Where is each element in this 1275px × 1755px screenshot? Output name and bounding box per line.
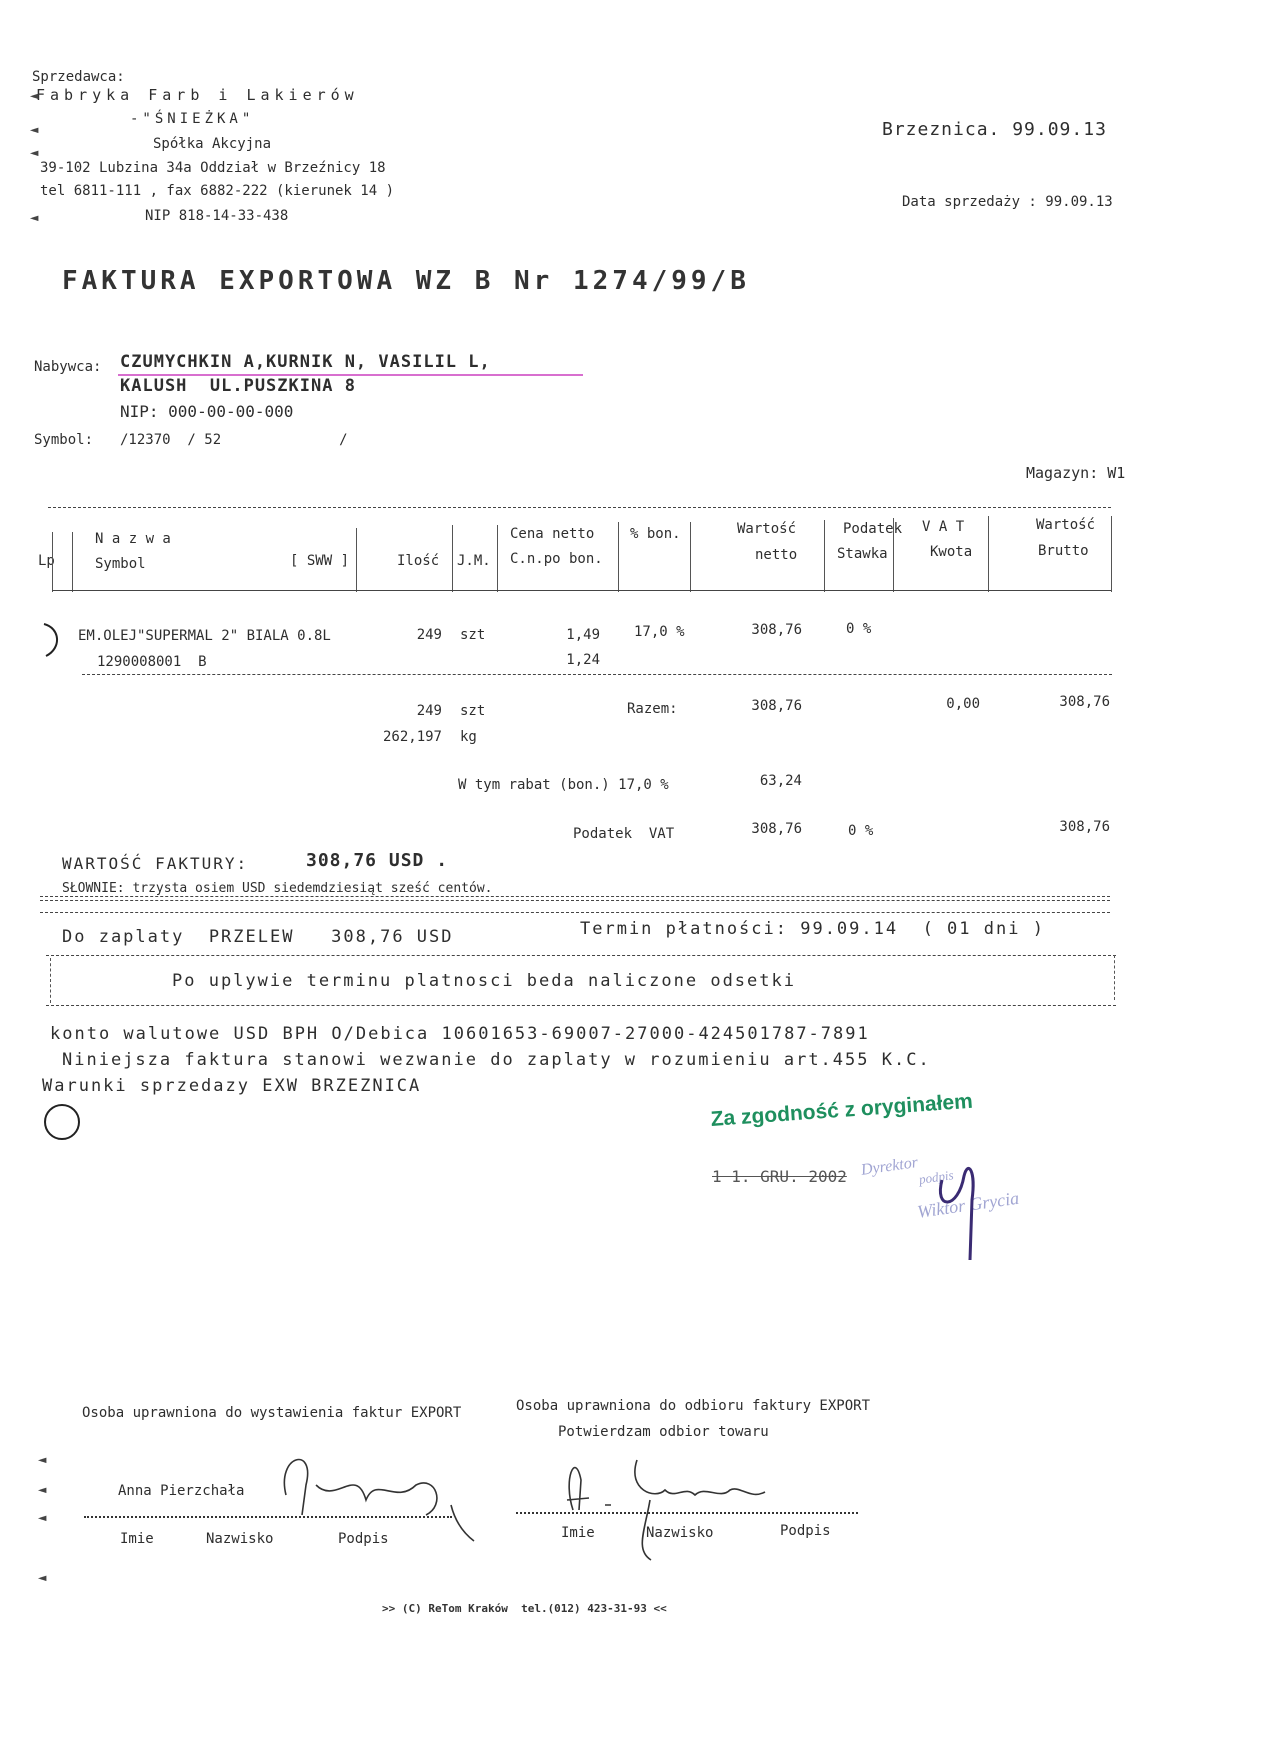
printer-footer: >> (C) ReTom Kraków tel.(012) 423-31-93 << xyxy=(382,1602,667,1615)
receiver-title: Osoba uprawniona do odbioru faktury EXPORT xyxy=(516,1398,871,1414)
total-jm: szt xyxy=(460,703,486,719)
buyer-label: Nabywca: xyxy=(34,359,102,375)
header-jm: J.M. xyxy=(457,553,491,569)
margin-mark: ◄ xyxy=(30,88,39,104)
total-kg: 262,197 xyxy=(382,729,442,745)
row-ilosc: 249 xyxy=(416,627,442,643)
total-kg-unit: kg xyxy=(460,729,477,745)
buyer-symbol-label: Symbol: xyxy=(34,432,94,448)
row-cena: 1,49 xyxy=(566,627,600,643)
table-top-rule xyxy=(48,507,1111,508)
bank-account: konto walutowe USD BPH O/Debica 10601653-69007-27000-424501787-7891 xyxy=(50,1024,870,1044)
receiver-confirm: Potwierdzam odbior towaru xyxy=(558,1424,769,1440)
header-symbol: Symbol xyxy=(95,556,146,572)
to-pay: Do zaplaty PRZELEW 308,76 USD xyxy=(62,927,454,947)
sale-date: Data sprzedaży : 99.09.13 xyxy=(902,194,1113,210)
receiver-col-imie: Imie xyxy=(561,1525,595,1541)
sale-conditions: Warunki sprzedazy EXW BRZEZNICA xyxy=(42,1076,422,1096)
issuer-col-podpis: Podpis xyxy=(338,1531,389,1547)
vat-netto: 308,76 xyxy=(751,821,802,837)
header-brutto-2: Brutto xyxy=(1038,543,1089,559)
warehouse: Magazyn: W1 xyxy=(1026,464,1126,482)
total-ilosc: 249 xyxy=(416,703,442,719)
punch-hole xyxy=(38,620,78,660)
seller-phone: tel 6811-111 , fax 6882-222 (kierunek 14 ) xyxy=(40,183,395,199)
header-sww: [ SWW ] xyxy=(290,553,350,569)
amount-in-words: SŁOWNIE: trzysta osiem USD siedemdziesiąt sześć centów. xyxy=(62,881,493,896)
margin-mark: ◄ xyxy=(30,210,39,226)
header-bottom-rule xyxy=(52,590,1111,591)
seller-label: Sprzedawca: xyxy=(32,69,125,85)
seller-brand: -"ŚNIEŻKA" xyxy=(130,111,255,127)
stamp-signature xyxy=(930,1150,990,1265)
header-ilosc: Ilość xyxy=(397,553,440,569)
row-symbol: 1290008001 B xyxy=(97,654,207,670)
col-sep xyxy=(52,532,53,592)
header-wartosc-netto-2: netto xyxy=(755,547,798,563)
buyer-nip: NIP: 000-00-00-000 xyxy=(120,402,294,421)
col-sep xyxy=(497,525,498,592)
stamp-director: Dyrektor xyxy=(860,1154,919,1179)
vat-brutto: 308,76 xyxy=(1059,819,1110,835)
issuer-title: Osoba uprawniona do wystawienia faktur EXPORT xyxy=(82,1405,462,1421)
header-vat-1: V A T xyxy=(922,519,965,535)
row-cena-po-bon: 1,24 xyxy=(566,652,600,668)
header-nazwa: N a z w a xyxy=(95,531,171,547)
notice-right-edge xyxy=(1114,955,1115,1000)
total-vat: 0,00 xyxy=(946,696,980,712)
col-sep xyxy=(893,518,894,592)
header-lp: Lp xyxy=(38,553,55,569)
issuer-name: Anna Pierzchała xyxy=(118,1483,245,1499)
vat-label: Podatek VAT xyxy=(573,826,675,842)
receiver-signature xyxy=(555,1450,795,1570)
discount-value: 63,24 xyxy=(759,773,802,789)
row-bon: 17,0 % xyxy=(634,624,685,640)
double-rule xyxy=(40,896,1110,901)
receiver-col-podpis: Podpis xyxy=(780,1523,831,1539)
buyer-name: CZUMYCHKIN A,KURNIK N, VASILIL L, xyxy=(120,352,491,372)
seller-nip: NIP 818-14-33-438 xyxy=(145,208,289,224)
place-date: Brzeznica. 99.09.13 xyxy=(882,119,1107,140)
receiver-col-nazwisko: Nazwisko xyxy=(646,1525,714,1541)
header-cena-netto: Cena netto xyxy=(510,526,595,542)
col-sep xyxy=(356,528,357,592)
margin-mark: ◄ xyxy=(38,1482,47,1498)
certified-stamp: Za zgodność z oryginałem xyxy=(710,1089,974,1131)
stamp-name: Wiktor Grycia xyxy=(916,1187,1021,1222)
margin-mark: ◄ xyxy=(30,145,39,161)
header-cena-po-bon: C.n.po bon. xyxy=(510,551,603,567)
issuer-col-nazwisko: Nazwisko xyxy=(206,1531,274,1547)
margin-mark: ◄ xyxy=(30,122,39,138)
col-sep xyxy=(452,525,453,592)
stamp-sign-label: podpis xyxy=(918,1167,955,1187)
buyer-symbol: /12370 / 52 / xyxy=(120,432,348,448)
stamp-date: 1 1. GRU. 2002 xyxy=(712,1167,847,1186)
col-sep xyxy=(72,532,73,592)
row-stawka: 0 % xyxy=(846,621,872,637)
totals-label: Razem: xyxy=(627,701,678,717)
punch-hole xyxy=(38,1100,84,1144)
header-vat-2: Kwota xyxy=(930,544,973,560)
notice-left-edge xyxy=(50,958,51,1003)
buyer-address: KALUSH UL.PUSZKINA 8 xyxy=(120,376,356,396)
rule xyxy=(40,912,1110,913)
payment-notice: Po uplywie terminu platnosci beda naliczone odsetki xyxy=(172,971,796,991)
col-sep xyxy=(988,516,989,592)
row-separator xyxy=(82,674,1112,675)
seller-address: 39-102 Lubzina 34a Oddział w Brzeźnicy 18 xyxy=(40,160,386,176)
discount-label: W tym rabat (bon.) 17,0 % xyxy=(458,777,669,793)
col-sep xyxy=(824,520,825,592)
header-podatek-2: Stawka xyxy=(837,546,888,562)
header-wartosc-netto-1: Wartość xyxy=(737,521,797,537)
col-sep xyxy=(690,522,691,592)
margin-mark: ◄ xyxy=(38,1570,47,1586)
margin-mark: ◄ xyxy=(38,1510,47,1526)
demand-note: Niniejsza faktura stanowi wezwanie do zaplaty w rozumieniu art.455 K.C. xyxy=(62,1050,931,1070)
seller-name: Fabryka Farb i Lakierów xyxy=(36,86,359,104)
col-sep xyxy=(1111,516,1112,592)
vat-rate: 0 % xyxy=(848,823,874,839)
invoice-value-label: WARTOŚĆ FAKTURY: xyxy=(62,854,249,873)
total-brutto: 308,76 xyxy=(1059,694,1110,710)
issuer-signature-line xyxy=(84,1516,452,1518)
notice-bottom-rule xyxy=(46,1005,1116,1006)
issuer-col-imie: Imie xyxy=(120,1531,154,1547)
row-nazwa: EM.OLEJ"SUPERMAL 2" BIALA 0.8L xyxy=(78,628,331,644)
notice-top-rule xyxy=(46,955,1116,956)
receiver-signature-line xyxy=(516,1512,858,1514)
row-jm: szt xyxy=(460,627,486,643)
payment-term: Termin płatności: 99.09.14 ( 01 dni ) xyxy=(580,919,1045,939)
header-podatek-1: Podatek xyxy=(843,521,903,537)
seller-company-type: Spółka Akcyjna xyxy=(153,136,272,152)
header-bon: % bon. xyxy=(630,526,681,542)
row-netto: 308,76 xyxy=(751,622,802,638)
total-netto: 308,76 xyxy=(751,698,802,714)
header-brutto-1: Wartość xyxy=(1036,517,1096,533)
margin-mark: ◄ xyxy=(38,1452,47,1468)
col-sep xyxy=(618,522,619,592)
page-title: FAKTURA EXPORTOWA WZ B Nr 1274/99/B xyxy=(62,266,750,296)
invoice-value: 308,76 USD . xyxy=(306,850,449,871)
